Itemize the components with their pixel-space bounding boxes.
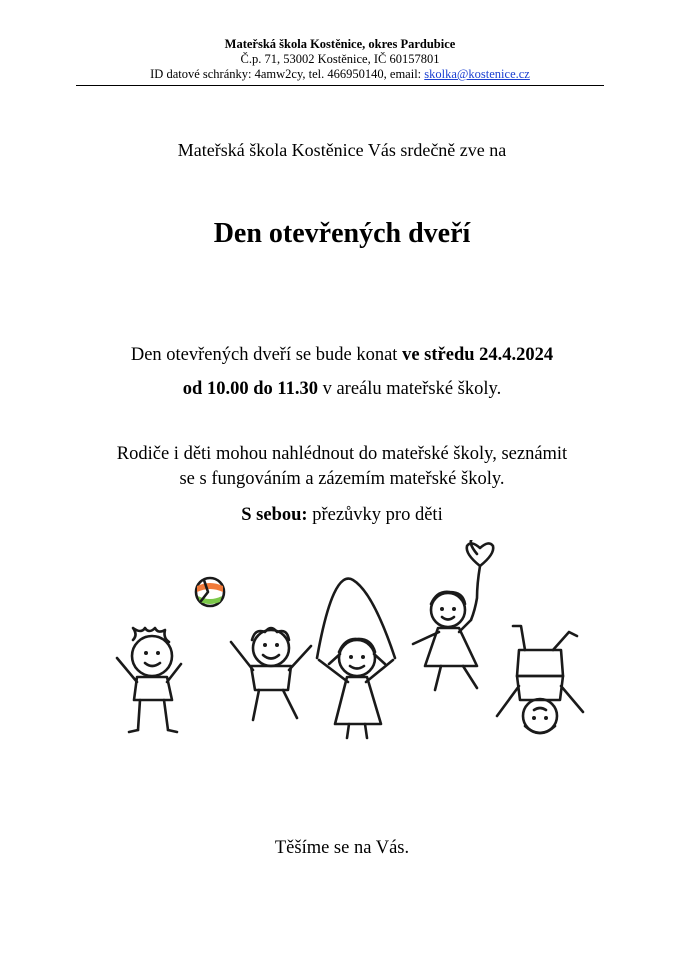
playing-children-icon xyxy=(105,540,595,740)
event-date-text: Den otevřených dveří se bude konat xyxy=(130,345,403,365)
event-time-line xyxy=(0,372,684,406)
event-details xyxy=(0,338,684,406)
description-line-2: se s fungováním a zázemím mateřské školy. xyxy=(179,469,505,489)
contact-details: ID datové schránky: 4amw2cy, tel. 466950140, email: xyxy=(150,67,425,81)
event-date-line xyxy=(0,338,684,372)
page-title: Den otevřených dveří xyxy=(213,218,471,249)
email-link[interactable]: skolka@kostenice.cz xyxy=(424,67,530,81)
child-yellow-shirt-icon xyxy=(497,626,583,733)
event-description xyxy=(0,442,684,492)
header-divider xyxy=(76,85,604,86)
what-to-bring xyxy=(0,505,684,526)
child-blue-shirt-icon xyxy=(231,628,311,720)
school-contact xyxy=(76,67,604,82)
child-orange-shirt-icon xyxy=(117,628,181,732)
bring-label: S sebou: xyxy=(241,505,308,525)
closing-line: Těšíme se na Vás. xyxy=(274,838,410,858)
child-green-dress-icon xyxy=(319,639,393,738)
letterhead xyxy=(76,37,604,82)
description-line-1: Rodiče i děti mohou nahlédnout do mateřské školy, seznámit xyxy=(116,444,568,464)
event-place: v areálu mateřské školy. xyxy=(317,379,502,399)
school-name: Mateřská škola Kostěnice, okres Pardubice xyxy=(224,37,456,51)
event-time: od 10.00 do 11.30 xyxy=(182,379,318,399)
ball-icon xyxy=(196,578,224,606)
school-address: Č.p. 71, 53002 Kostěnice, IČ 60157801 xyxy=(240,52,440,66)
child-pink-dress-icon xyxy=(413,540,493,690)
event-date: ve středu 24.4.2024 xyxy=(402,345,554,365)
invitation-intro: Mateřská škola Kostěnice Vás srdečně zve na xyxy=(177,140,507,160)
bring-items: přezůvky pro děti xyxy=(307,505,443,525)
